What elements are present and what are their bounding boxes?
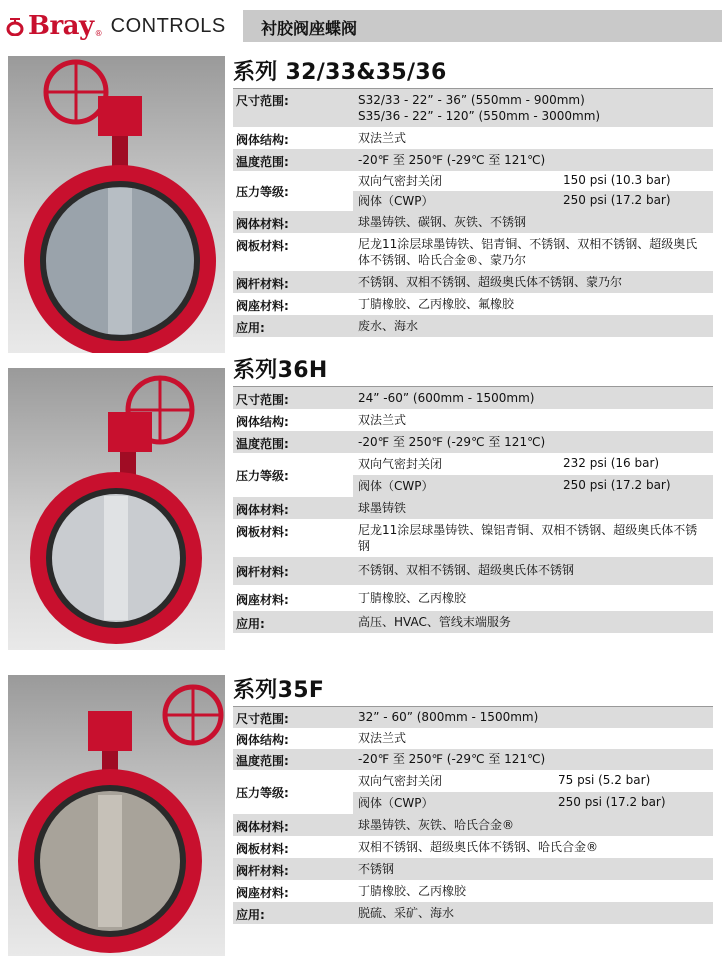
spec-value: 丁腈橡胶、乙丙橡胶、氟橡胶	[358, 297, 515, 311]
series-36h-section	[233, 356, 713, 633]
spec-label: 应用:	[236, 617, 265, 631]
pressure-subrow	[353, 475, 713, 497]
spec-row-body	[233, 728, 713, 749]
spec-value: 尼龙11涂层球墨铸铁、镍铝青铜、双相不锈钢、超级奥氏体不锈钢	[358, 523, 698, 553]
spec-row-temp	[233, 431, 713, 453]
spec-value: 双相不锈钢、超级奥氏体不锈钢、哈氏合金®	[358, 840, 599, 854]
pressure-subrow	[353, 453, 713, 475]
pressure-name: 阀体（CWP）	[358, 796, 434, 810]
spec-label: 阀杆材料:	[236, 864, 289, 878]
title-bar	[243, 10, 722, 42]
spec-value: 废水、海水	[358, 319, 419, 333]
spec-label: 尺寸范围:	[236, 712, 289, 726]
pressure-name: 双向气密封关闭	[358, 174, 443, 188]
spec-row-body-material	[233, 814, 713, 836]
spec-value: S32/33 - 22” - 36” (550mm - 900mm)	[358, 93, 585, 107]
spec-value: 球墨铸铁、碳钢、灰铁、不锈钢	[358, 215, 527, 229]
spec-label: 阀体材料:	[236, 820, 289, 834]
spec-label: 阀体结构:	[236, 733, 289, 747]
series-35f-section	[233, 676, 713, 924]
pressure-subrow	[353, 191, 713, 211]
spec-value: 不锈钢、双相不锈钢、超级奥氏体不锈钢、蒙乃尔	[358, 275, 623, 289]
spec-label: 温度范围:	[236, 155, 289, 169]
spec-row-body	[233, 127, 713, 149]
spec-row-disc-material	[233, 233, 713, 271]
pressure-name: 阀体（CWP）	[358, 194, 434, 208]
page-header	[0, 0, 722, 52]
pressure-name: 阀体（CWP）	[358, 479, 434, 493]
registered-mark: ®	[94, 28, 103, 38]
spec-row-seat-material	[233, 585, 713, 611]
spec-row-seat-material	[233, 880, 713, 902]
spec-value: -20℉ 至 250℉ (-29℃ 至 121℃)	[358, 435, 546, 449]
valve-photo-series-36h	[8, 368, 225, 650]
pressure-value: 250 psi (17.2 bar)	[563, 478, 671, 492]
spec-label: 尺寸范围:	[236, 94, 289, 108]
valve-photo-series-32	[8, 56, 225, 353]
pressure-name: 双向气密封关闭	[358, 457, 443, 471]
spec-value: 丁腈橡胶、乙丙橡胶	[358, 884, 467, 898]
series-title: 系列36H	[233, 358, 328, 383]
series-title: 系列35F	[233, 678, 325, 703]
spec-label: 温度范围:	[236, 437, 289, 451]
pressure-value: 232 psi (16 bar)	[563, 456, 660, 470]
pressure-subrow	[353, 792, 713, 814]
spec-label: 阀杆材料:	[236, 565, 289, 579]
spec-label: 阀杆材料:	[236, 277, 289, 291]
spec-label: 应用:	[236, 321, 265, 335]
spec-value: 球墨铸铁、灰铁、哈氏合金®	[358, 818, 515, 832]
pressure-value: 150 psi (10.3 bar)	[563, 173, 671, 187]
spec-row-size	[233, 89, 713, 127]
spec-value: -20℉ 至 250℉ (-29℃ 至 121℃)	[358, 752, 546, 766]
spec-label: 压力等级:	[236, 469, 289, 483]
brand-subtitle: CONTROLS	[110, 14, 226, 37]
spec-label: 压力等级:	[236, 185, 289, 199]
spec-label: 阀板材料:	[236, 239, 289, 253]
spec-row-seat-material	[233, 293, 713, 315]
valve-photo-series-35f	[8, 675, 225, 956]
spec-label: 阀板材料:	[236, 842, 289, 856]
spec-value: 脱硫、采矿、海水	[358, 906, 455, 920]
page-title: 衬胶阀座蝶阀	[261, 19, 358, 38]
pressure-value: 250 psi (17.2 bar)	[563, 193, 671, 207]
spec-label: 阀体结构:	[236, 415, 289, 429]
butterfly-valve-image	[8, 675, 225, 956]
spec-row-size	[233, 707, 713, 728]
spec-row-body	[233, 409, 713, 431]
spec-value: 丁腈橡胶、乙丙橡胶	[358, 591, 467, 605]
spec-row-temp	[233, 149, 713, 171]
spec-row-application	[233, 611, 713, 633]
spec-row-stem-material	[233, 858, 713, 880]
spec-value: S35/36 - 22” - 120” (550mm - 3000mm)	[358, 109, 601, 123]
pressure-value: 75 psi (5.2 bar)	[558, 773, 651, 787]
series-title: 系列 32/33&35/36	[233, 60, 447, 85]
spec-value: 球墨铸铁	[358, 501, 407, 515]
spec-value: 双法兰式	[358, 413, 407, 427]
butterfly-valve-image	[8, 56, 225, 353]
spec-label: 温度范围:	[236, 754, 289, 768]
spec-value: 不锈钢、双相不锈钢、超级奥氏体不锈钢	[358, 563, 575, 577]
pressure-subrow	[353, 770, 713, 792]
pressure-value: 250 psi (17.2 bar)	[558, 795, 666, 809]
bray-logo-icon	[6, 16, 24, 36]
spec-label: 阀座材料:	[236, 593, 289, 607]
spec-label: 阀体结构:	[236, 133, 289, 147]
spec-value: -20℉ 至 250℉ (-29℃ 至 121℃)	[358, 153, 546, 167]
spec-value: 尼龙11涂层球墨铸铁、铝青铜、不锈钢、双相不锈钢、超级奥氏体不锈钢、哈氏合金®、蒙乃尔	[358, 237, 698, 267]
series-32-section	[233, 58, 713, 337]
butterfly-valve-image	[8, 368, 225, 650]
spec-row-stem-material	[233, 557, 713, 585]
spec-label: 阀板材料:	[236, 525, 289, 539]
spec-value: 双法兰式	[358, 731, 407, 745]
spec-row-application	[233, 315, 713, 337]
spec-label: 阀座材料:	[236, 886, 289, 900]
pressure-subrow	[353, 171, 713, 191]
spec-row-pressure	[233, 453, 713, 497]
spec-row-temp	[233, 749, 713, 770]
spec-value: 32” - 60” (800mm - 1500mm)	[358, 710, 539, 724]
spec-table	[233, 706, 713, 924]
spec-label: 阀体材料:	[236, 503, 289, 517]
spec-table	[233, 88, 713, 337]
spec-row-pressure	[233, 171, 713, 211]
spec-row-stem-material	[233, 271, 713, 293]
spec-row-disc-material	[233, 836, 713, 858]
spec-label: 阀座材料:	[236, 299, 289, 313]
brand-name: Bray	[28, 11, 94, 41]
spec-value: 24” -60” (600mm - 1500mm)	[358, 391, 535, 405]
pressure-name: 双向气密封关闭	[358, 774, 443, 788]
spec-value: 不锈钢	[358, 862, 395, 876]
spec-label: 阀体材料:	[236, 217, 289, 231]
spec-label: 压力等级:	[236, 786, 289, 800]
spec-row-application	[233, 902, 713, 924]
spec-label: 应用:	[236, 908, 265, 922]
spec-row-size	[233, 387, 713, 409]
spec-row-body-material	[233, 211, 713, 233]
spec-value: 高压、HVAC、管线末端服务	[358, 615, 511, 629]
spec-row-body-material	[233, 497, 713, 519]
bray-logo	[6, 6, 226, 46]
spec-row-pressure	[233, 770, 713, 814]
spec-label: 尺寸范围:	[236, 393, 289, 407]
spec-row-disc-material	[233, 519, 713, 557]
spec-table	[233, 386, 713, 633]
spec-value: 双法兰式	[358, 131, 407, 145]
